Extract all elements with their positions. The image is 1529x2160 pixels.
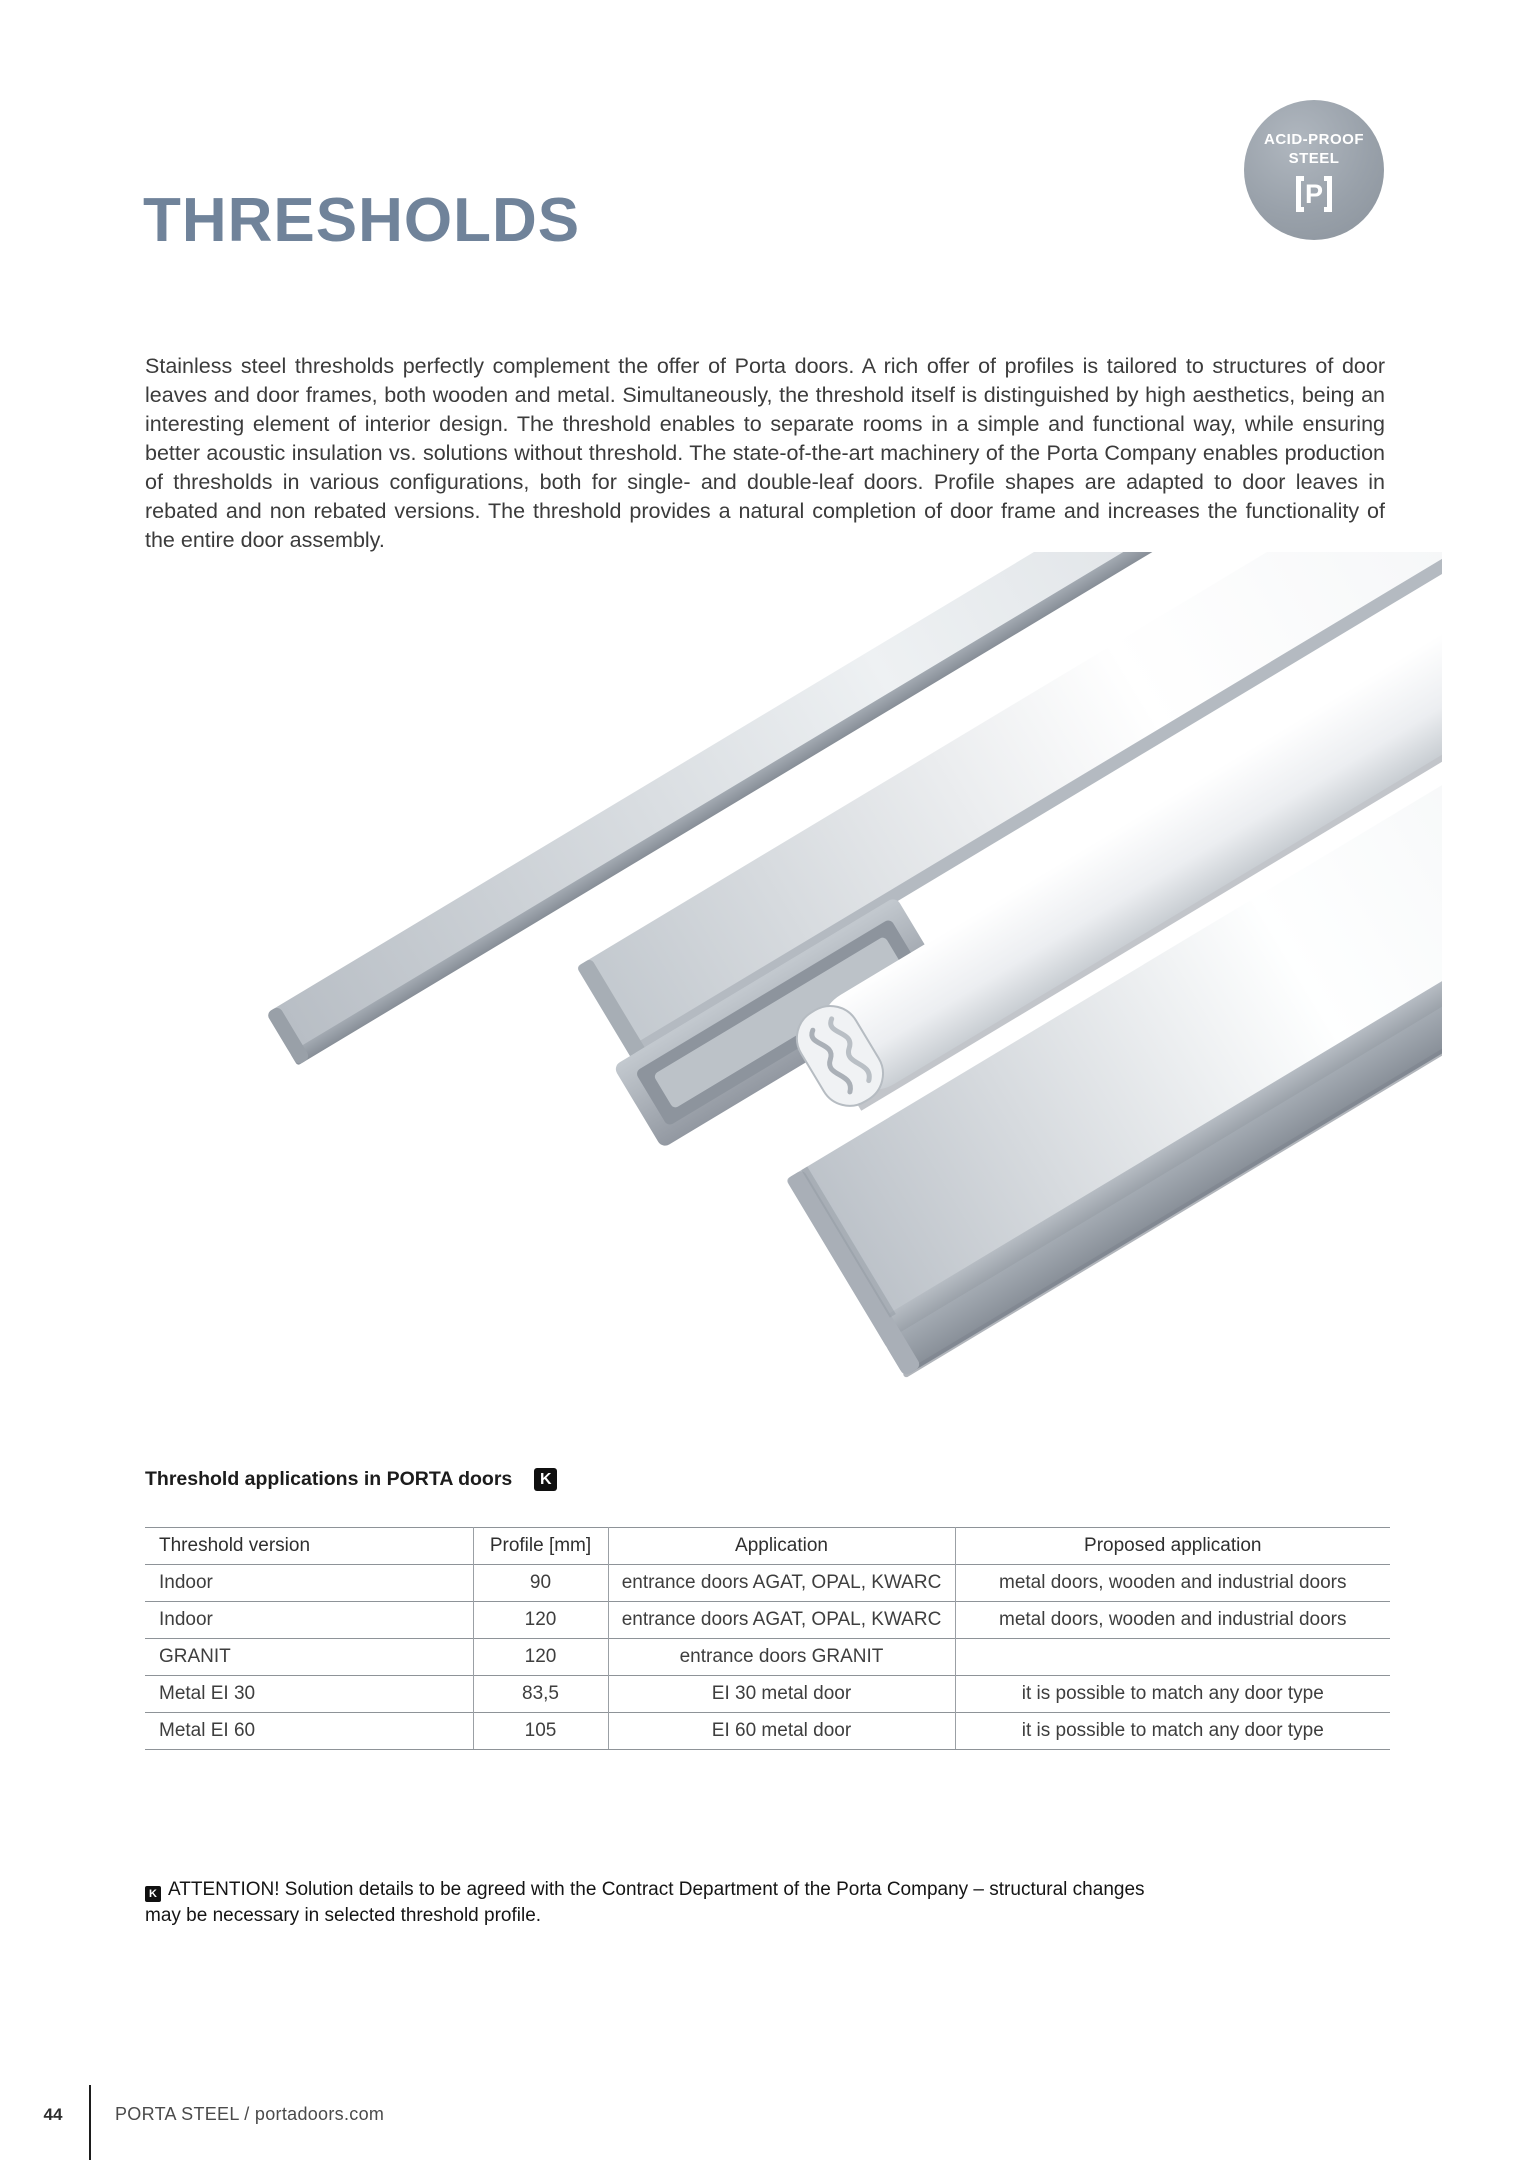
badge-text-line2: STEEL	[1288, 150, 1340, 167]
table-row	[145, 1602, 1390, 1639]
cell-proposed: it is possible to match any door type	[955, 1713, 1390, 1750]
cell-profile: 105	[473, 1713, 608, 1750]
col-header-application: Application	[608, 1528, 955, 1565]
cell-application: EI 30 metal door	[608, 1676, 955, 1713]
col-header-proposed-application: Proposed application	[955, 1528, 1390, 1565]
cell-profile: 83,5	[473, 1676, 608, 1713]
threshold-3d-render	[178, 552, 1442, 1400]
intro-paragraph: Stainless steel thresholds perfectly complement the offer of Porta doors. A rich offer of profiles is tailored to structures of door leaves and door frames, both wooden and metal. Simultaneously, the threshold itself is distinguished by high aesthetics, being an interesting element of interior design. The threshold enables to separate rooms in a simple and functional way, while ensuring better acoustic insulation vs. solutions without threshold. The state-of-the-art machinery of the Porta Company enables production of thresholds in various configurations, both for single- and double-leaf doors. Profile shapes are adapted to door leaves in rebated and non rebated versions. The threshold provides a natural completion of door frame and increases the functionality of the entire door assembly.	[145, 353, 1385, 552]
cell-version: Indoor	[145, 1602, 473, 1639]
cell-proposed	[955, 1639, 1390, 1676]
col-header-threshold-version: Threshold version	[145, 1528, 473, 1565]
table-row	[145, 1639, 1390, 1676]
cell-profile: 90	[473, 1565, 608, 1602]
cell-version: GRANIT	[145, 1639, 473, 1676]
cell-proposed: metal doors, wooden and industrial doors	[955, 1565, 1390, 1602]
page-number: 44	[43, 2105, 63, 2124]
table-section-heading	[145, 1468, 557, 1491]
cell-version: Indoor	[145, 1565, 473, 1602]
table-row	[145, 1676, 1390, 1713]
table-header-row	[145, 1528, 1390, 1565]
logo-left-bracket	[1296, 176, 1304, 212]
cell-application: entrance doors GRANIT	[608, 1639, 955, 1676]
cell-version: Metal EI 60	[145, 1713, 473, 1750]
table-row	[145, 1565, 1390, 1602]
table-heading-text: Threshold applications in PORTA doors	[145, 1468, 513, 1490]
attention-text: ATTENTION! Solution details to be agreed with the Contract Department of the Porta Company – structural changes may be necessary in selected threshold profile.	[145, 1879, 1145, 1926]
footer-text: PORTA STEEL / portadoors.com	[115, 2104, 385, 2124]
acid-proof-steel-badge	[1244, 100, 1384, 240]
cell-application: entrance doors AGAT, OPAL, KWARC	[608, 1565, 955, 1602]
k-note-icon: K	[145, 1886, 161, 1902]
page-title: THRESHOLDS	[143, 185, 581, 255]
cell-profile: 120	[473, 1639, 608, 1676]
k-badge-icon: K	[534, 1468, 557, 1491]
table-row	[145, 1713, 1390, 1750]
porta-p-logo-icon	[1296, 173, 1332, 215]
cell-proposed: metal doors, wooden and industrial doors	[955, 1602, 1390, 1639]
badge-text-line1: ACID-PROOF	[1264, 131, 1364, 148]
col-header-profile-mm: Profile [mm]	[473, 1528, 608, 1565]
logo-right-bracket	[1324, 176, 1332, 212]
cell-application: EI 60 metal door	[608, 1713, 955, 1750]
cell-profile: 120	[473, 1602, 608, 1639]
cell-version: Metal EI 30	[145, 1676, 473, 1713]
threshold-applications-table	[145, 1527, 1390, 1750]
threshold-profile-image	[178, 552, 1442, 1400]
logo-letter: P	[1304, 178, 1323, 209]
attention-note	[145, 1877, 1155, 1929]
cell-proposed: it is possible to match any door type	[955, 1676, 1390, 1713]
cell-application: entrance doors AGAT, OPAL, KWARC	[608, 1602, 955, 1639]
footer-divider	[89, 2085, 91, 2160]
